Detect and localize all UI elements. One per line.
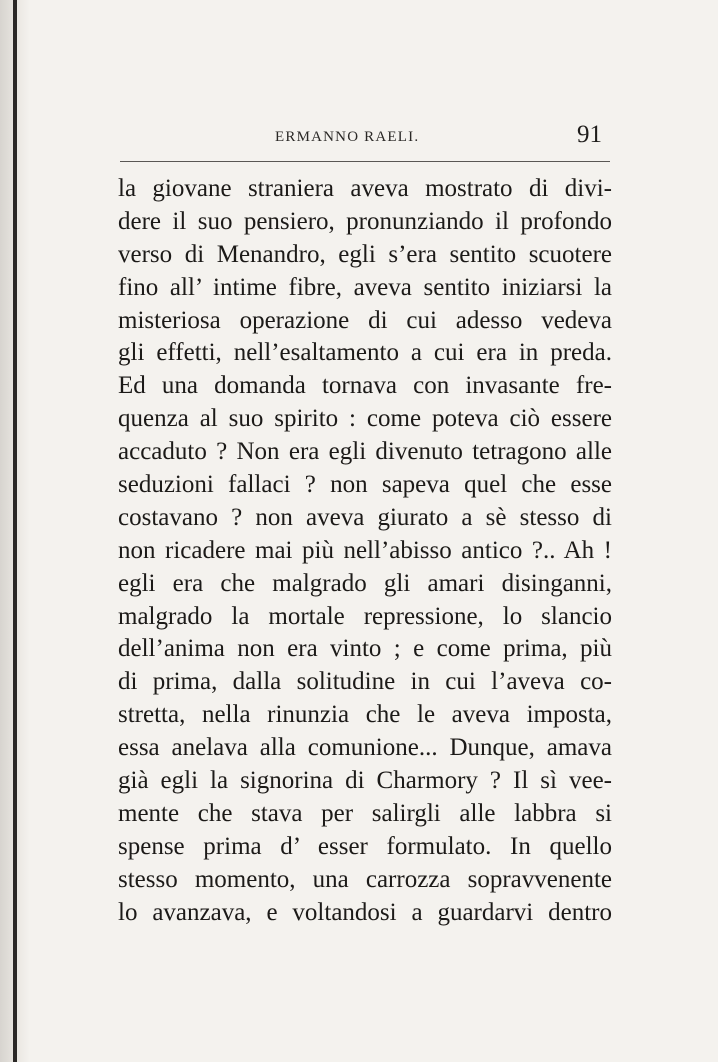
text-line: già egli la signorina di Charmory ? Il sì vee- bbox=[118, 767, 612, 795]
text-line: verso di Menandro, egli s’era sentito scuotere bbox=[118, 240, 612, 268]
text-line: accaduto ? Non era egli divenuto tetragono alle bbox=[118, 438, 612, 466]
text-line: fino all’ intime fibre, aveva sentito iniziarsi la bbox=[118, 273, 612, 301]
header-rule bbox=[120, 161, 610, 162]
page-header bbox=[122, 121, 610, 151]
text-line: lo avanzava, e voltandosi a guardarvi dentro bbox=[118, 898, 612, 926]
text-line: quenza al suo spirito : come poteva ciò essere bbox=[118, 405, 612, 433]
text-line: non ricadere mai più nell’abisso antico ?.. Ah ! bbox=[118, 536, 612, 564]
text-line: dere il suo pensiero, pronunziando il profondo bbox=[118, 207, 612, 235]
text-line: di prima, dalla solitudine in cui l’aveva co- bbox=[118, 668, 612, 696]
text-line: misteriosa operazione di cui adesso vedeva bbox=[118, 306, 612, 334]
text-line: essa anelava alla comunione... Dunque, amava bbox=[118, 734, 612, 762]
text-line: egli era che malgrado gli amari disinganni, bbox=[118, 569, 612, 597]
text-line: malgrado la mortale repressione, lo slancio bbox=[118, 602, 612, 630]
text-line: mente che stava per salirgli alle labbra si bbox=[118, 799, 612, 827]
running-title: ERMANNO RAELI. bbox=[275, 129, 420, 145]
text-line: dell’anima non era vinto ; e come prima, più bbox=[118, 635, 612, 663]
text-line: costavano ? non aveva giurato a sè stesso di bbox=[118, 503, 612, 531]
text-line: stretta, nella rinunzia che le aveva imposta, bbox=[118, 701, 612, 729]
text-line: gli effetti, nell’esaltamento a cui era in preda. bbox=[118, 339, 612, 367]
text-line: spense prima d’ esser formulato. In quello bbox=[118, 832, 612, 860]
body-text bbox=[118, 173, 612, 929]
text-line: stesso momento, una carrozza sopravvenente bbox=[118, 865, 612, 893]
page-number: 91 bbox=[577, 121, 602, 148]
page-binding-edge bbox=[13, 0, 17, 1062]
text-line: seduzioni fallaci ? non sapeva quel che esse bbox=[118, 471, 612, 499]
text-line: Ed una domanda tornava con invasante fre- bbox=[118, 372, 612, 400]
text-line: la giovane straniera aveva mostrato di divi- bbox=[118, 175, 612, 202]
